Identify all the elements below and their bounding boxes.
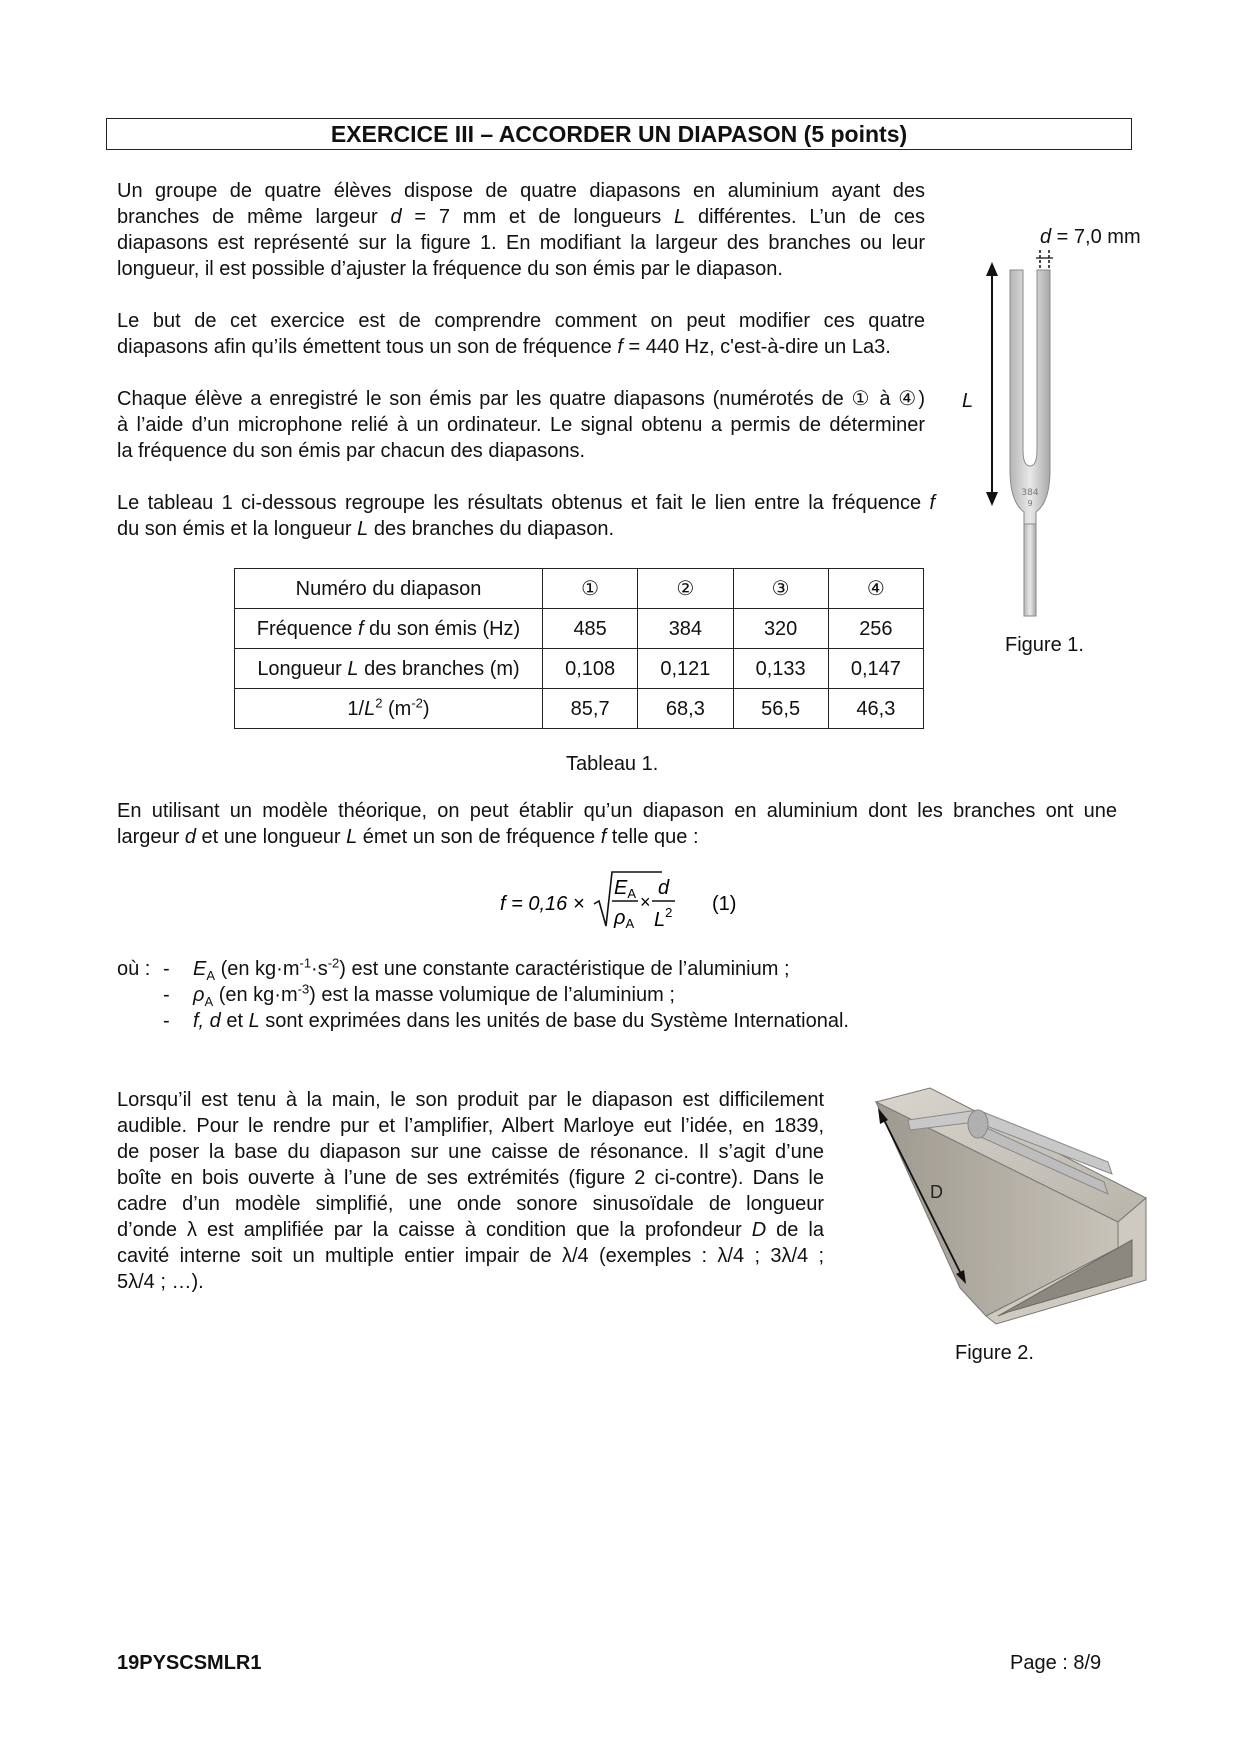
symbol: ρ bbox=[193, 984, 205, 1006]
resonance-paragraph bbox=[117, 1087, 824, 1295]
intro-p4-line bbox=[117, 516, 935, 542]
subscript: A bbox=[204, 994, 214, 1009]
fork-engraving: 9 bbox=[1027, 499, 1033, 508]
formula-numerator: d bbox=[658, 877, 670, 899]
table-cell: 56,5 bbox=[733, 689, 828, 729]
definition-units bbox=[193, 1008, 849, 1034]
text: Fréquence bbox=[256, 617, 358, 640]
definition-EA bbox=[193, 956, 790, 982]
table-cell: ② bbox=[638, 569, 733, 609]
text: sont exprimées dans les unités de base du Système International. bbox=[259, 1010, 849, 1032]
model-line: En utilisant un modèle théorique, on peut établir qu’un diapason en aluminium dont les branches ont une bbox=[117, 800, 1117, 822]
text: cadre d’un modèle simplifié, une onde sonore sinusoïdale de longueur bbox=[117, 1193, 824, 1215]
text: et bbox=[220, 1010, 249, 1032]
intro-p1-line bbox=[117, 256, 925, 282]
list-dash: - bbox=[163, 958, 170, 980]
symbol: E bbox=[193, 958, 207, 980]
text: Un groupe de quatre élèves dispose de quatre diapasons en aluminium ayant des bbox=[117, 180, 925, 202]
table-cell: ③ bbox=[733, 569, 828, 609]
intro-paragraph-3 bbox=[117, 386, 925, 464]
formula-number: (1) bbox=[712, 893, 737, 915]
text: Longueur bbox=[257, 657, 348, 680]
symbol: f, d bbox=[193, 1010, 221, 1032]
fork-prongs bbox=[1010, 270, 1050, 524]
var-L: L bbox=[364, 697, 376, 720]
text: audible. Pour le rendre pur et l’amplifier, Albert Marloye eut l’idée, en 1839, bbox=[117, 1115, 824, 1137]
list-dash: - bbox=[163, 984, 170, 1006]
text: Chaque élève a enregistré le son émis par les quatre diapasons (numérotés de ① à ④) bbox=[117, 388, 925, 410]
text: ) est la masse volumique de l’aluminium ; bbox=[309, 984, 675, 1006]
length-arrow bbox=[986, 262, 998, 506]
table-row bbox=[235, 689, 924, 729]
figure1-length-label: L bbox=[962, 390, 974, 412]
intro-p2-line bbox=[117, 308, 925, 334]
resonance-line bbox=[117, 1139, 824, 1165]
table-header-cell bbox=[235, 689, 543, 729]
exercise-title: EXERCICE III – ACCORDER UN DIAPASON (5 points) bbox=[106, 118, 1132, 150]
text: la fréquence du son émis par chacun des diapasons. bbox=[117, 440, 586, 462]
table-header-cell bbox=[235, 569, 543, 609]
text: différentes. L’un de ces bbox=[685, 206, 925, 228]
text: largeur bbox=[117, 826, 185, 848]
table-cell: 68,3 bbox=[638, 689, 733, 729]
table-cell: 0,133 bbox=[733, 649, 828, 689]
text: du son émis et la longueur bbox=[117, 518, 358, 540]
table-cell: 0,147 bbox=[828, 649, 923, 689]
list-dash: - bbox=[163, 1010, 170, 1032]
resonance-line bbox=[117, 1269, 824, 1295]
table1-caption: Tableau 1. bbox=[566, 753, 659, 775]
table-row bbox=[235, 609, 924, 649]
var-f: f bbox=[929, 492, 935, 514]
table-cell: 85,7 bbox=[543, 689, 638, 729]
exponent: 2 bbox=[375, 694, 383, 710]
text: Numéro du diapason bbox=[295, 577, 482, 600]
subscript: A bbox=[206, 968, 216, 983]
tuning-fork-figure bbox=[980, 240, 1120, 630]
text: (en kg·m bbox=[215, 958, 300, 980]
text: (en kg·m bbox=[213, 984, 298, 1006]
text: 1/ bbox=[347, 697, 365, 720]
intro-paragraph-2 bbox=[117, 308, 925, 360]
page-number: Page : 8/9 bbox=[1010, 1652, 1102, 1674]
text: cavité interne soit un multiple entier impair de λ/4 (exemples : λ/4 ; 3λ/4 ; bbox=[117, 1245, 824, 1267]
exponent: -2 bbox=[411, 694, 423, 710]
table-cell: ① bbox=[543, 569, 638, 609]
intro-paragraph-1 bbox=[117, 178, 925, 282]
var-f: f bbox=[357, 617, 364, 640]
text: diapasons est représenté sur la figure 1. En modifiant la largeur des branches ou leur bbox=[117, 232, 925, 254]
table-cell: 384 bbox=[638, 609, 733, 649]
intro-p3-line bbox=[117, 412, 925, 438]
var-D: D bbox=[751, 1219, 767, 1241]
intro-p3-line bbox=[117, 438, 925, 464]
intro-p2-line bbox=[117, 334, 925, 360]
resonance-line bbox=[117, 1165, 824, 1191]
formula-denominator: $L^2$ bbox=[654, 905, 673, 931]
table-cell: 320 bbox=[733, 609, 828, 649]
intro-p1-line bbox=[117, 178, 925, 204]
table-header-cell bbox=[235, 649, 543, 689]
figure2-caption: Figure 2. bbox=[955, 1342, 1034, 1364]
text: = 7,0 mm bbox=[1051, 226, 1141, 248]
intro-paragraph-4 bbox=[117, 490, 935, 542]
text: 5λ/4 ; …). bbox=[117, 1271, 204, 1293]
intro-p3-line bbox=[117, 386, 925, 412]
table-cell: ④ bbox=[828, 569, 923, 609]
exponent: -3 bbox=[297, 981, 310, 997]
var-f: f bbox=[600, 826, 607, 848]
formula-times: × bbox=[640, 892, 651, 912]
table-cell: 485 bbox=[543, 609, 638, 649]
text: et une longueur bbox=[195, 826, 347, 848]
table-cell: 256 bbox=[828, 609, 923, 649]
var-L: L bbox=[347, 657, 359, 680]
resonance-box-figure bbox=[868, 1080, 1158, 1330]
text: émet un son de fréquence bbox=[357, 826, 601, 848]
text: ) est une constante caractéristique de l’aluminium ; bbox=[339, 958, 790, 980]
text: diapasons afin qu’ils émettent tous un son de fréquence bbox=[117, 336, 618, 358]
formula-rho: $\rho_A$ bbox=[614, 907, 635, 931]
text: de poser la base du diapason sur une caisse de résonance. Il s’agit d’une bbox=[117, 1141, 824, 1163]
text: boîte en bois ouverte à l’une de ses extrémités (figure 2 ci-contre). Dans le bbox=[117, 1167, 824, 1189]
text: du son émis (Hz) bbox=[363, 617, 521, 640]
table-cell: 0,121 bbox=[638, 649, 733, 689]
formula-lhs: f = 0,16 × bbox=[500, 893, 585, 915]
table-cell: 0,108 bbox=[543, 649, 638, 689]
table-row bbox=[235, 569, 924, 609]
text: des branches (m) bbox=[358, 657, 520, 680]
resonance-line bbox=[117, 1113, 824, 1139]
text: Lorsqu’il est tenu à la main, le son produit par le diapason est difficilement bbox=[117, 1089, 824, 1111]
text: = 7 mm et de longueurs bbox=[401, 206, 675, 228]
definitions-prefix: où : bbox=[117, 958, 151, 980]
fork-stem bbox=[1024, 524, 1036, 616]
text: des branches du diapason. bbox=[368, 518, 615, 540]
model-paragraph bbox=[117, 798, 1117, 850]
intro-p4-line bbox=[117, 490, 935, 516]
var-d: d bbox=[1040, 226, 1052, 248]
document-code: 19PYSCSMLR1 bbox=[117, 1652, 262, 1674]
results-table bbox=[234, 568, 924, 729]
text: de la bbox=[766, 1219, 824, 1241]
text: ·s bbox=[311, 958, 328, 980]
resonance-line bbox=[117, 1217, 824, 1243]
var-L: L bbox=[674, 206, 686, 228]
exponent: -2 bbox=[327, 955, 340, 971]
text: longueur, il est possible d’ajuster la fréquence du son émis par le diapason. bbox=[117, 258, 783, 280]
var-d: d bbox=[390, 206, 402, 228]
resonance-line bbox=[117, 1087, 824, 1113]
text: = 440 Hz, c'est-à-dire un La3. bbox=[622, 336, 891, 358]
intro-p1-line bbox=[117, 204, 925, 230]
var-d: d bbox=[184, 826, 196, 848]
text: ) bbox=[422, 697, 430, 720]
symbol: L bbox=[248, 1010, 260, 1032]
depth-label: D bbox=[930, 1182, 943, 1202]
resonance-line bbox=[117, 1243, 824, 1269]
text: (m bbox=[382, 697, 412, 720]
intro-p1-line bbox=[117, 230, 925, 256]
frequency-formula bbox=[500, 868, 780, 934]
resonance-line bbox=[117, 1191, 824, 1217]
var-f: f bbox=[617, 336, 623, 358]
table-header-cell bbox=[235, 609, 543, 649]
var-L: L bbox=[357, 518, 369, 540]
text: Le tableau 1 ci-dessous regroupe les résultats obtenus et fait le lien entre la fréquence bbox=[117, 492, 930, 514]
exponent: -1 bbox=[299, 955, 312, 971]
fork-engraving: 384 bbox=[1021, 488, 1039, 498]
text: d’onde λ est amplifiée par la caisse à condition que la profondeur bbox=[117, 1219, 752, 1241]
formula-EA: $E_A$ bbox=[614, 877, 637, 901]
text: branches de même largeur bbox=[117, 206, 391, 228]
definition-rho bbox=[193, 982, 675, 1008]
table-row bbox=[235, 649, 924, 689]
figure1-caption: Figure 1. bbox=[1005, 634, 1084, 656]
text: à l’aide d’un microphone relié à un ordinateur. Le signal obtenu a permis de déterminer bbox=[117, 414, 925, 436]
var-L: L bbox=[346, 826, 358, 848]
table-cell: 46,3 bbox=[828, 689, 923, 729]
text: Le but de cet exercice est de comprendre comment on peut modifier ces quatre bbox=[117, 310, 925, 332]
model-line bbox=[117, 824, 1117, 850]
text: telle que : bbox=[606, 826, 699, 848]
